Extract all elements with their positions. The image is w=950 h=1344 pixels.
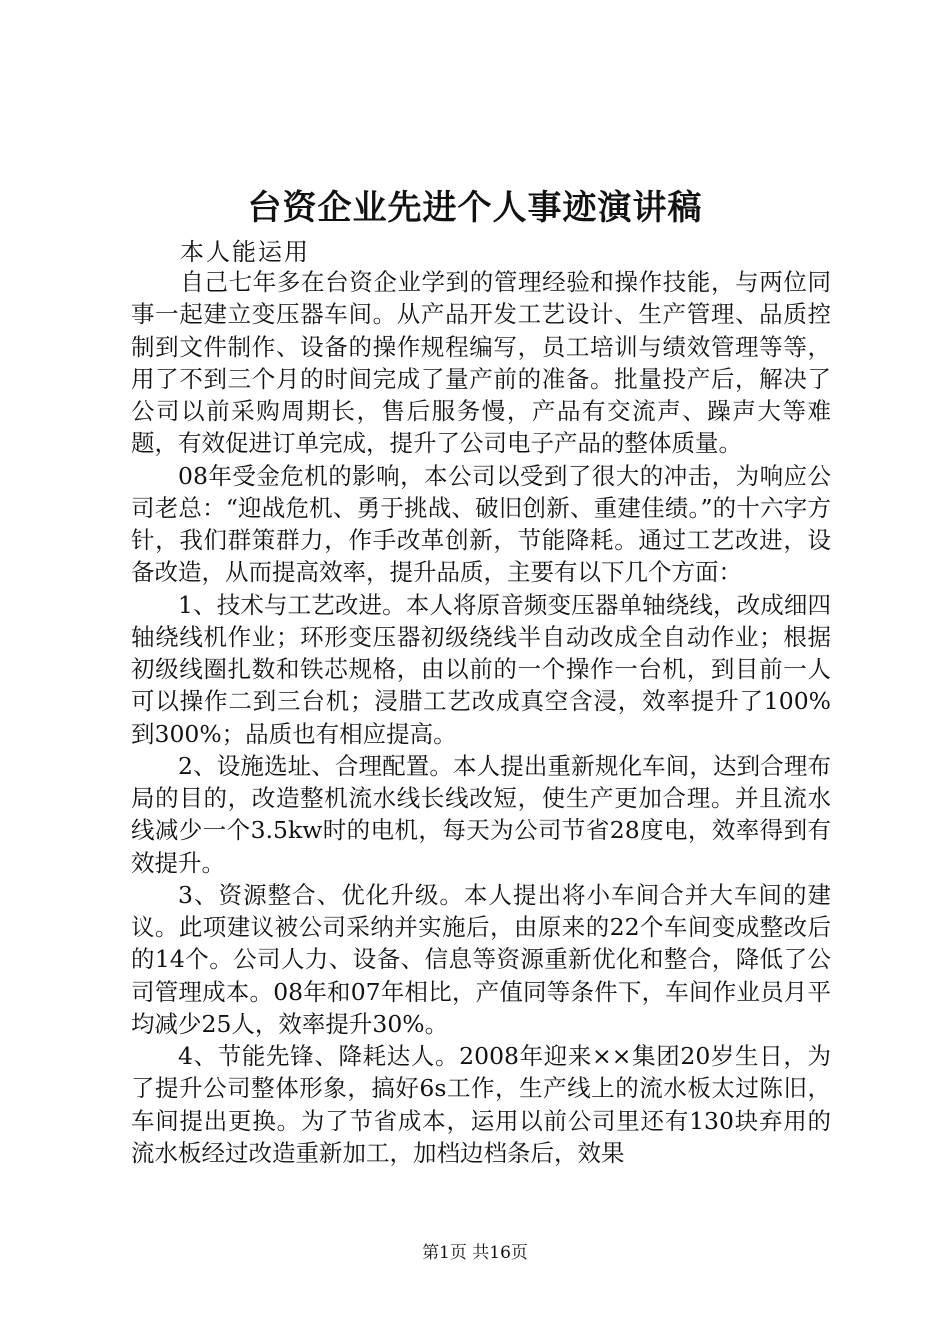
paragraph-6: 4、节能先锋、降耗达人。2008年迎来××集团20岁生日，为了提升公司整体形象，搞好6s工作，生产线上的流水板太过陈旧，车间提出更换。为了节省成本，运用以前公司里还有130块弃用的流水板经过改造重新加工，加档边档条后，效果 — [131, 1042, 831, 1167]
page-title: 台资企业先进个人事迹演讲稿 — [247, 188, 703, 228]
body-text — [131, 266, 831, 1169]
paragraph-4: 2、设施选址、合理配置。本人提出重新规化车间，达到合理布局的目的，改造整机流水线长线改短，使生产更加合理。并且流水线减少一个3.5kw时的电机，每天为公司节省28度电，效率得到有效提升。 — [131, 751, 831, 877]
intro-line: 本人能运用 — [180, 238, 310, 266]
paragraph-2: 08年受金危机的影响，本公司以受到了很大的冲击，为响应公司老总：“迎战危机、勇于挑战、破旧创新、重建佳绩。”的十六字方针，我们群策群力，作手改革创新，节能降耗。通过工艺改进，设备改造，从而提高效率，提升品质，主要有以下几个方面： — [131, 461, 831, 587]
paragraph-5: 3、资源整合、优化升级。本人提出将小车间合并大车间的建议。此项建议被公司采纳并实施后，由原来的22个车间变成整改后的14个。公司人力、设备、信息等资源重新优化和整合，降低了公司管理成本。08年和07年相比，产值同等条件下，车间作业员月平均减少25人，效率提升30%。 — [131, 880, 831, 1038]
paragraph-1: 自己七年多在台资企业学到的管理经验和操作技能，与两位同事一起建立变压器车间。从产品开发工艺设计、生产管理、品质控制到文件制作、设备的操作规程编写，员工培训与绩效管理等等，用了不到三个月的时间完成了量产前的准备。批量投产后，解决了公司以前采购周期长，售后服务慢，产品有交流声、躁声大等难题，有效促进订单完成，提升了公司电子产品的整体质量。 — [131, 268, 831, 458]
page-footer: 第1页 共16页 — [422, 1243, 528, 1263]
paragraph-3: 1、技术与工艺改进。本人将原音频变压器单轴绕线，改成细四轴绕线机作业；环形变压器初级绕线半自动改成全自动作业；根据初级线圈扎数和铁芯规格，由以前的一个操作一台机，到目前一人可以操作二到三台机；浸腊工艺改成真空含浸，效率提升了100%到300%；品质也有相应提高。 — [131, 590, 831, 748]
